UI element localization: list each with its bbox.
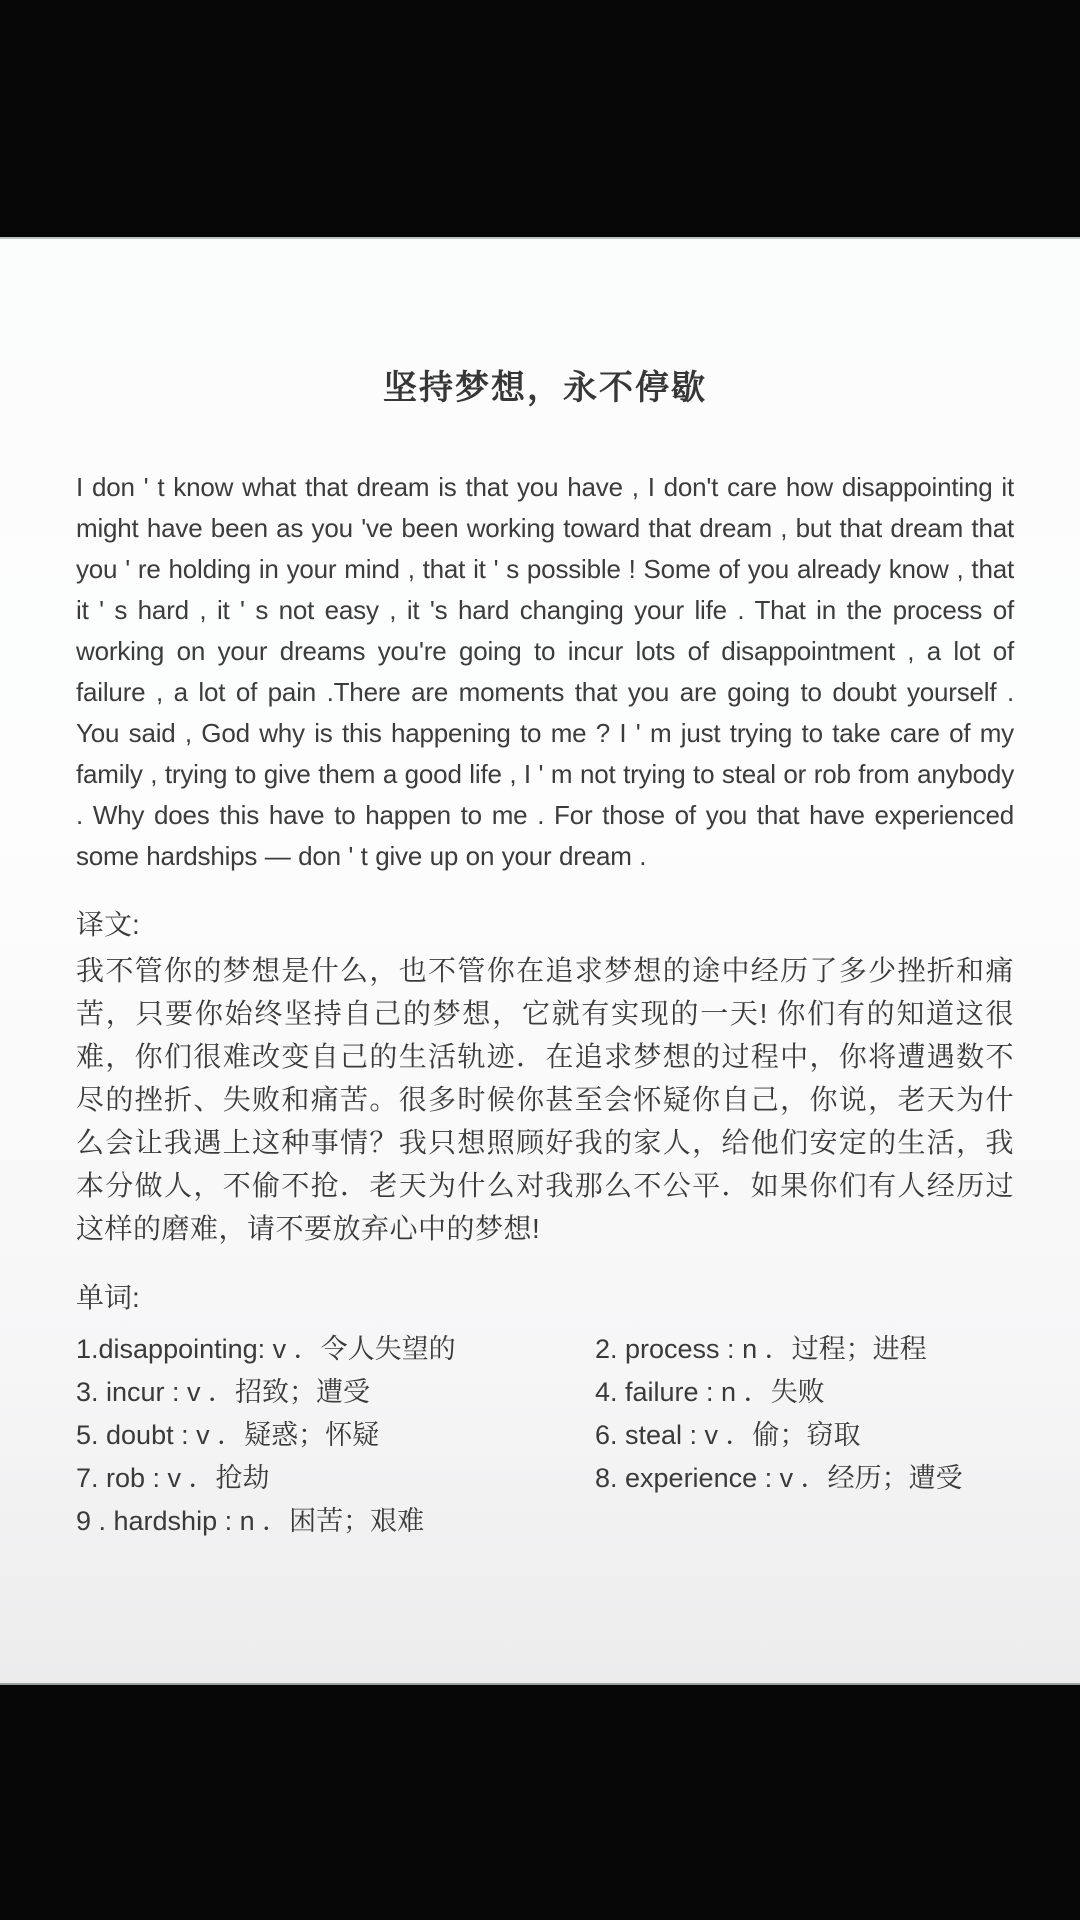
vocabulary-item: 5. doubt : v ．疑惑；怀疑 <box>76 1420 380 1450</box>
english-paragraph: I don ' t know what that dream is that you have , I don't care how disappointing it might have been as you 've been working toward that dream , but that dream that you ' re holding in your mind , that it ' s possible ! Some of you already know , that it ' s hard , it ' s not easy , it 's hard changing your life . That in the process of working on your dreams you're going to incur lots of disappointment , a lot of failure , a lot of pain .There are moments that you are going to doubt yourself . You said , God why is this happening to me ? I ' m just trying to take care of my family , trying to give them a good life , I ' m not trying to steal or rob from anybody . Why does this have to happen to me . For those of you that have experienced some hardships — don ' t give up on your dream . <box>76 472 1014 871</box>
vocabulary-list <box>76 1328 1014 1543</box>
vocabulary-item: 9 . hardship : n ．困苦；艰难 <box>76 1506 425 1536</box>
page-title: 坚持梦想，永不停歇 <box>383 369 707 407</box>
translation-label: 译文: <box>76 909 140 940</box>
vocabulary-item: 1.disappointing: v ．令人失望的 <box>76 1334 456 1364</box>
vocabulary-item: 7. rob : v ．抢劫 <box>76 1463 270 1493</box>
vocabulary-label: 单词: <box>76 1282 140 1313</box>
document-page <box>0 237 1080 1685</box>
top-letterbox <box>0 0 1080 237</box>
translation-paragraph: 我不管你的梦想是什么，也不管你在追求梦想的途中经历了多少挫折和痛苦，只要你始终坚持自己的梦想，它就有实现的一天! 你们有的知道这很难，你们很难改变自己的生活轨迹．在追求梦想的过程中，你将遭遇数不尽的挫折、失败和痛苦。很多时候你甚至会怀疑你自己，你说，老天为什么会让我遇上这种事情？我只想照顾好我的家人，给他们安定的生活，我本分做人，不偷不抢．老天为什么对我那么不公平．如果你们有人经历过这样的磨难，请不要放弃心中的梦想! <box>76 955 1014 1244</box>
vocabulary-item: 8. experience : v ．经历；遭受 <box>595 1463 963 1493</box>
vocabulary-item: 2. process : n ．过程；进程 <box>595 1334 927 1364</box>
vocabulary-item: 3. incur : v ．招致；遭受 <box>76 1377 371 1407</box>
vocabulary-item: 6. steal : v ．偷；窃取 <box>595 1420 861 1450</box>
bottom-letterbox <box>0 1685 1080 1920</box>
vocabulary-item: 4. failure : n ．失败 <box>595 1377 825 1407</box>
